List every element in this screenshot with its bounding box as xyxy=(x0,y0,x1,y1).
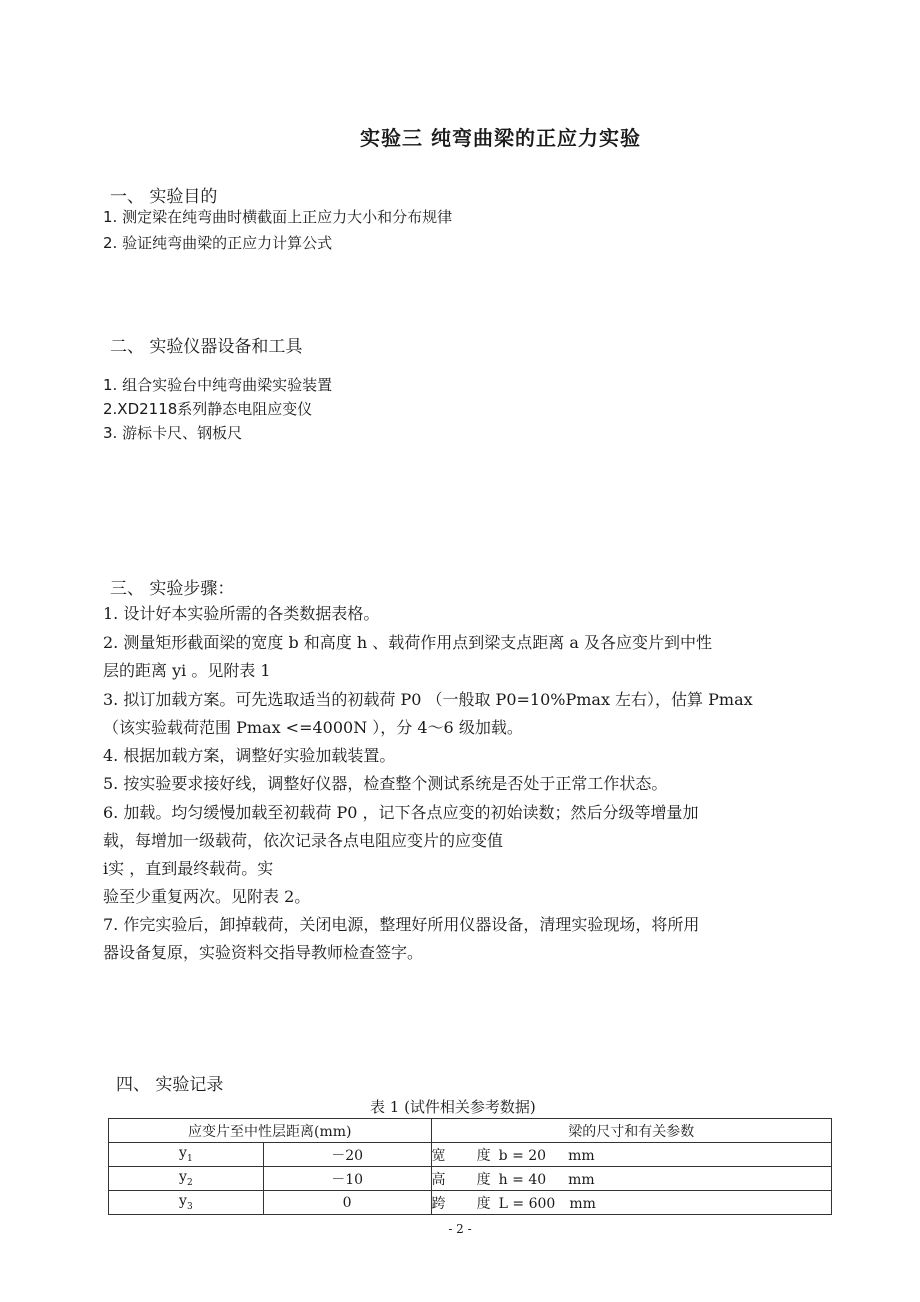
beam-param: 高 度 h = 40 mm xyxy=(431,1167,831,1191)
step-line: 5. 按实验要求接好线，调整好仪器，检查整个测试系统是否处于正常工作状态。 xyxy=(103,774,668,793)
step-line: 2. 测量矩形截面梁的宽度 b 和高度 h 、载荷作用点到梁支点距离 a 及各应变片到中性 xyxy=(103,633,712,652)
section-1-heading: 一、 实验目的 xyxy=(110,187,218,207)
section-1-item: 1. 测定梁在纯弯曲时横截面上正应力大小和分布规律 xyxy=(103,208,453,226)
gauge-label: $y_3$ xyxy=(109,1191,264,1215)
header-right: 梁的尺寸和有关参数 xyxy=(431,1119,831,1143)
step-line: 4. 根据加载方案，调整好实验加载装置。 xyxy=(103,746,396,765)
section-2-item: 1. 组合实验台中纯弯曲梁实验装置 xyxy=(103,376,333,394)
beam-param: 跨 度 L = 600 mm xyxy=(431,1191,831,1215)
gauge-distance: 0 xyxy=(263,1191,431,1215)
gauge-label: $y_2$ xyxy=(109,1167,264,1191)
document-title: 实验三 纯弯曲梁的正应力实验 xyxy=(360,126,641,150)
step-line: （该实验载荷范围 Pmax <=4000N ），分 4～6 级加载。 xyxy=(103,718,523,737)
reference-data-table xyxy=(108,1118,832,1215)
section-2-item: 3. 游标卡尺、钢板尺 xyxy=(103,424,243,442)
gauge-distance: －10 xyxy=(263,1167,431,1191)
beam-param: 宽 度 b = 20 mm xyxy=(431,1143,831,1167)
section-4-heading: 四、 实验记录 xyxy=(116,1075,224,1095)
step-line: 验至少重复两次。见附表 2。 xyxy=(103,887,311,906)
section-2-item: 2.XD2118系列静态电阻应变仪 xyxy=(103,400,313,418)
gauge-label: $y_1$ xyxy=(109,1143,264,1167)
step-line: i实 ，直到最终载荷。实 xyxy=(103,859,274,878)
section-3-heading: 三、 实验步骤： xyxy=(110,579,235,599)
table-header-row xyxy=(109,1119,832,1143)
table-row xyxy=(109,1167,832,1191)
section-2-heading: 二、 实验仪器设备和工具 xyxy=(110,337,303,357)
step-line: 1. 设计好本实验所需的各类数据表格。 xyxy=(103,604,380,623)
page-number: - 2 - xyxy=(448,1222,472,1236)
section-1-item: 2. 验证纯弯曲梁的正应力计算公式 xyxy=(103,234,333,252)
step-line: 6. 加载。均匀缓慢加载至初载荷 P0 ，记下各点应变的初始读数；然后分级等增量加 xyxy=(103,803,699,822)
step-line: 7. 作完实验后，卸掉载荷，关闭电源，整理好所用仪器设备，清理实验现场，将所用 xyxy=(103,915,700,934)
gauge-distance: －20 xyxy=(263,1143,431,1167)
table-row xyxy=(109,1143,832,1167)
step-line: 载，每增加一级载荷，依次记录各点电阻应变片的应变值 xyxy=(103,831,504,850)
header-left: 应变片至中性层距离(mm) xyxy=(109,1119,432,1143)
step-line: 层的距离 yi 。见附表 1 xyxy=(103,661,271,680)
step-line: 器设备复原，实验资料交指导教师检查签字。 xyxy=(103,943,424,962)
table-row xyxy=(109,1191,832,1215)
step-line: 3. 拟订加载方案。可先选取适当的初载荷 P0 （一般取 P0=10%Pmax 左右），估算 Pmax xyxy=(103,690,753,709)
table-caption: 表 1 (试件相关参考数据) xyxy=(370,1098,536,1116)
